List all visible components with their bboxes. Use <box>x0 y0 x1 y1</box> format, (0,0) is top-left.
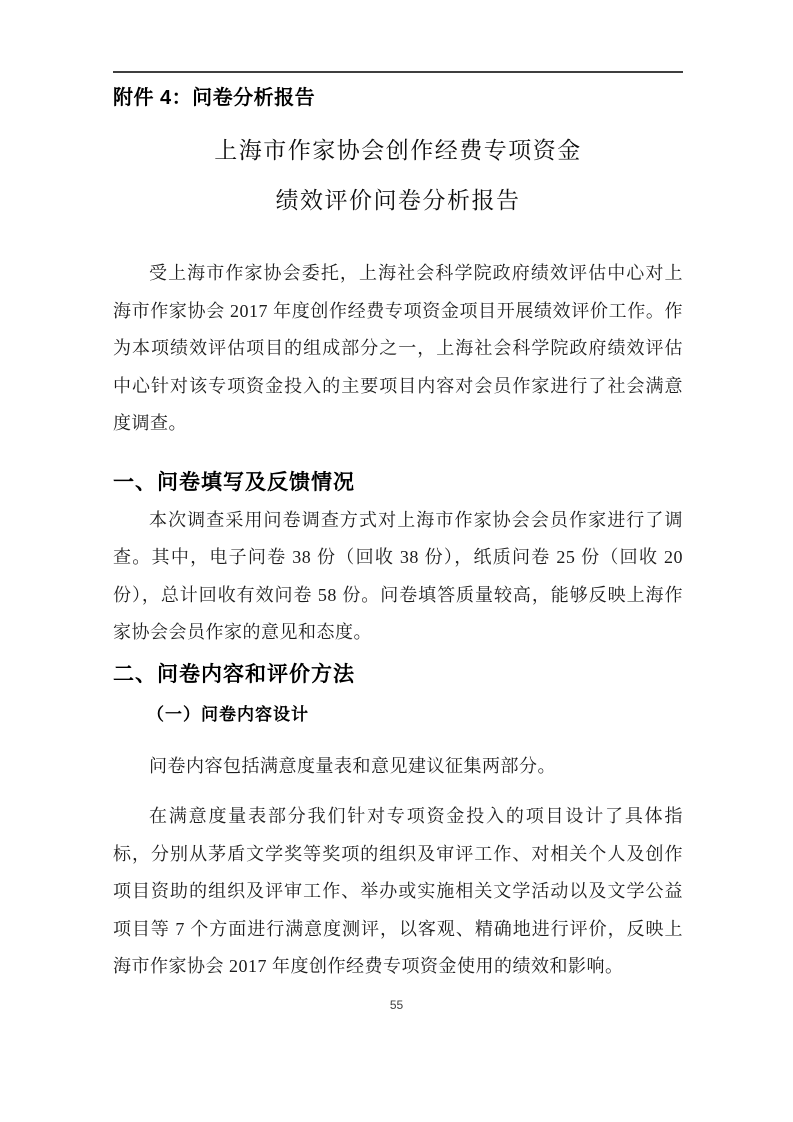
section-1-heading: 一、问卷填写及反馈情况 <box>113 470 355 494</box>
document-title-line2: 绩效评价问卷分析报告 <box>275 187 521 213</box>
subsection-1-paragraph-1: 问卷内容包括满意度量表和意见建议征集两部分。 <box>149 755 556 776</box>
subsection-1-paragraph-2: 在满意度量表部分我们针对专项资金投入的项目设计了具体指标，分别从茅盾文学奖等奖项的组织及审评工作、对相关个人及创作项目资助的组织及评审工作、举办或实施相关文学活动以及文学公益项目等 7 个方面进行满意度测评，以客观、精确地进行评价，反映上海市作家协会 2017 年度创作经费专项资金使用的绩效和影响。 <box>113 806 683 976</box>
document-body <box>113 0 683 986</box>
document-title-line1: 上海市作家协会创作经费专项资金 <box>214 137 582 163</box>
section-1-paragraph: 本次调查采用问卷调查方式对上海市作家协会会员作家进行了调查。其中，电子问卷 38 份（回收 38 份），纸质问卷 25 份（回收 20 份），总计回收有效问卷 58 份。问卷填答质量较高，能够反映上海作家协会会员作家的意见和态度。 <box>113 509 683 642</box>
attachment-heading: 附件 4：问卷分析报告 <box>113 87 316 109</box>
section-2-heading: 二、问卷内容和评价方法 <box>113 662 355 686</box>
subsection-1-heading: （一）问卷内容设计 <box>147 704 309 724</box>
intro-paragraph: 受上海市作家协会委托，上海社会科学院政府绩效评估中心对上海市作家协会 2017 年度创作经费专项资金项目开展绩效评价工作。作为本项绩效评估项目的组成部分之一，上海社会科学院政府绩效评估中心针对该专项资金投入的主要项目内容对会员作家进行了社会满意度调查。 <box>113 263 683 433</box>
header-rule <box>113 71 683 73</box>
page-number: 55 <box>389 998 404 1012</box>
